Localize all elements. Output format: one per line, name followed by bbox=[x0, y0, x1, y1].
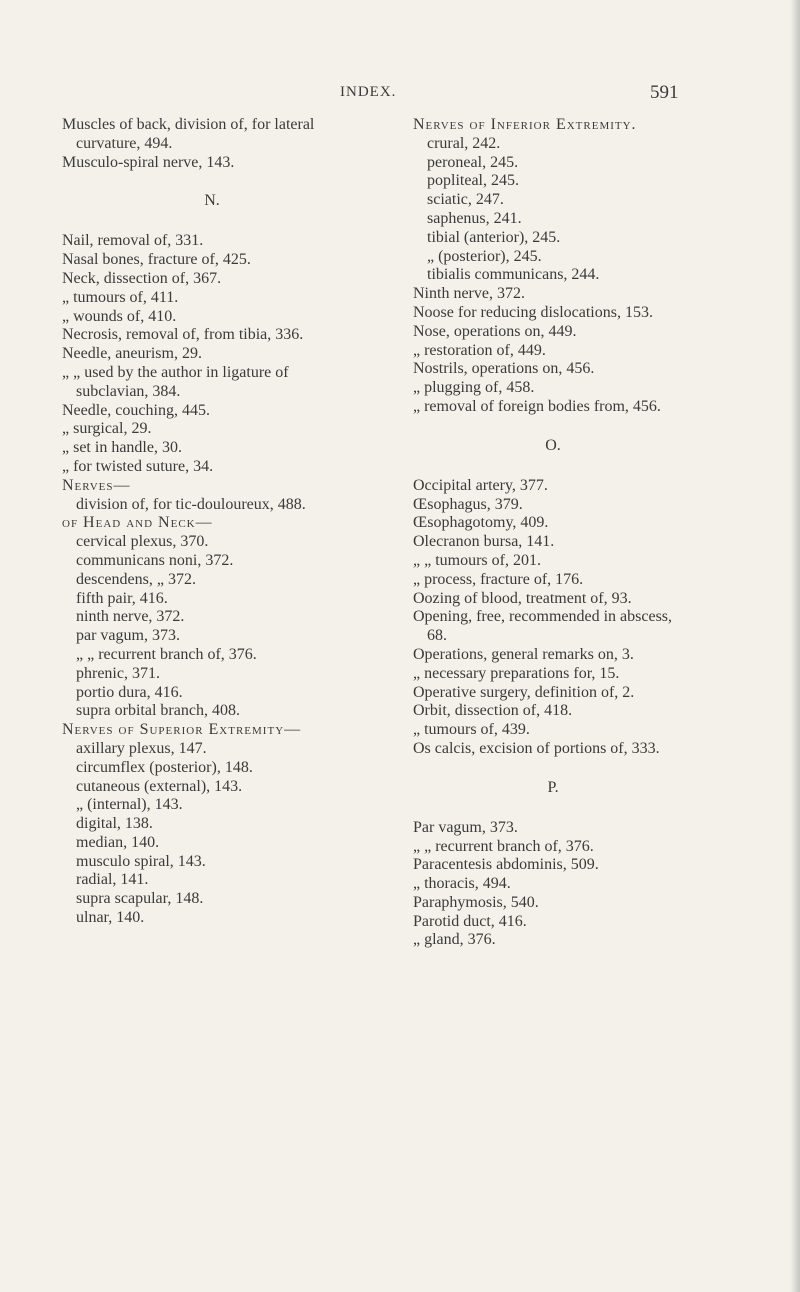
index-entry: radial, 141. bbox=[76, 871, 149, 889]
index-entry: Necrosis, removal of, from tibia, 336. bbox=[62, 326, 304, 344]
entry-group bbox=[413, 819, 693, 951]
index-entry: Nostrils, operations on, 456. bbox=[413, 360, 595, 378]
index-entry: „ „ recurrent branch of, 376. bbox=[413, 837, 594, 855]
index-entry: Operative surgery, definition of, 2. bbox=[413, 683, 635, 701]
letter-heading-n: N. bbox=[204, 192, 220, 210]
index-entry: portio dura, 416. bbox=[76, 683, 183, 701]
entry-group bbox=[413, 285, 693, 417]
index-entry: „ surgical, 29. bbox=[62, 420, 152, 438]
index-entry: phrenic, 371. bbox=[76, 664, 160, 682]
index-entry: descendens, „ 372. bbox=[76, 570, 196, 588]
entry-group bbox=[62, 116, 362, 172]
index-entry: ulnar, 140. bbox=[76, 909, 145, 927]
index-entry: „ tumours of, 411. bbox=[62, 288, 179, 306]
superior-extremity-heading: Nerves of Superior Extremity— bbox=[62, 721, 302, 739]
index-entry: communicans noni, 372. bbox=[76, 551, 234, 569]
index-entry: Nail, removal of, 331. bbox=[62, 232, 204, 250]
index-entry: „ removal of foreign bodies from, 456. bbox=[413, 397, 661, 415]
index-entry: Nose, operations on, 449. bbox=[413, 322, 577, 340]
index-entry: Olecranon bursa, 141. bbox=[413, 533, 555, 551]
index-entry: par vagum, 373. bbox=[76, 627, 180, 645]
letter-heading-o: O. bbox=[545, 436, 561, 454]
index-entry: Noose for reducing dislocations, 153. bbox=[413, 303, 653, 321]
letter-heading-p: P. bbox=[547, 778, 559, 796]
entry-group bbox=[62, 533, 362, 721]
index-entry: digital, 138. bbox=[76, 815, 153, 833]
index-entry: musculo spiral, 143. bbox=[76, 852, 206, 870]
index-entry: peroneal, 245. bbox=[427, 153, 519, 171]
index-entry: „ (posterior), 245. bbox=[427, 247, 542, 265]
index-entry: saphenus, 241. bbox=[427, 209, 522, 227]
index-entry: „ thoracis, 494. bbox=[413, 875, 511, 893]
index-entry: Opening, free, recommended in abscess, 68. bbox=[413, 608, 673, 645]
index-entry: Œsophagotomy, 409. bbox=[413, 514, 549, 532]
right-column bbox=[413, 116, 693, 950]
index-entry: crural, 242. bbox=[427, 134, 501, 152]
index-entry: „ gland, 376. bbox=[413, 931, 496, 949]
index-entry: sciatic, 247. bbox=[427, 191, 504, 209]
page-edge-shadow bbox=[790, 0, 800, 1292]
page-number: 591 bbox=[650, 82, 679, 103]
inferior-extremity-heading: Nerves of Inferior Extremity. bbox=[413, 116, 637, 133]
index-entry: Operations, general remarks on, 3. bbox=[413, 645, 634, 663]
index-entry: „ „ used by the author in ligature of subclavian, 384. bbox=[62, 363, 289, 400]
index-entry: Neck, dissection of, 367. bbox=[62, 269, 222, 287]
index-entry: Par vagum, 373. bbox=[413, 818, 518, 836]
index-entry: cervical plexus, 370. bbox=[76, 533, 209, 551]
index-entry: „ for twisted suture, 34. bbox=[62, 457, 214, 475]
entry-group bbox=[413, 477, 693, 759]
index-entry: supra scapular, 148. bbox=[76, 890, 204, 908]
index-entry: Muscles of back, division of, for lateral curvature, 494. bbox=[62, 116, 315, 152]
index-entry: Oozing of blood, treatment of, 93. bbox=[413, 589, 632, 607]
index-entry: „ wounds of, 410. bbox=[62, 307, 177, 325]
index-entry: tibial (anterior), 245. bbox=[427, 228, 561, 246]
entry-group bbox=[62, 740, 362, 928]
index-entry: Paraphymosis, 540. bbox=[413, 893, 539, 911]
running-title: INDEX. bbox=[340, 84, 397, 100]
index-entry: „ set in handle, 30. bbox=[62, 439, 182, 457]
index-entry: Musculo-spiral nerve, 143. bbox=[62, 153, 235, 171]
index-entry: Œsophagus, 379. bbox=[413, 495, 523, 513]
index-entry: Needle, aneurism, 29. bbox=[62, 345, 202, 363]
index-entry: median, 140. bbox=[76, 833, 160, 851]
index-entry: Nasal bones, fracture of, 425. bbox=[62, 251, 251, 269]
index-entry: Needle, couching, 445. bbox=[62, 401, 210, 419]
index-entry: „ tumours of, 439. bbox=[413, 721, 530, 739]
index-entry: Ninth nerve, 372. bbox=[413, 285, 525, 303]
index-entry: „ necessary preparations for, 15. bbox=[413, 664, 620, 682]
index-entry: „ „ tumours of, 201. bbox=[413, 551, 541, 569]
index-entry: „ restoration of, 449. bbox=[413, 341, 546, 359]
index-entry: „ (internal), 143. bbox=[76, 796, 183, 814]
head-neck-heading: of Head and Neck— bbox=[62, 514, 213, 532]
index-entry: „ „ recurrent branch of, 376. bbox=[76, 645, 257, 663]
entry-group bbox=[413, 135, 693, 285]
index-entry: „ plugging of, 458. bbox=[413, 379, 535, 397]
index-entry: „ process, fracture of, 176. bbox=[413, 570, 584, 588]
running-head bbox=[0, 84, 800, 108]
index-entry: cutaneous (external), 143. bbox=[76, 777, 243, 795]
index-entry: ninth nerve, 372. bbox=[76, 608, 185, 626]
index-entry: popliteal, 245. bbox=[427, 172, 519, 190]
index-entry: fifth pair, 416. bbox=[76, 589, 168, 607]
index-entry: supra orbital branch, 408. bbox=[76, 702, 240, 720]
entry-group bbox=[62, 232, 362, 476]
index-entry: Occipital artery, 377. bbox=[413, 476, 548, 494]
left-column bbox=[62, 116, 362, 928]
index-entry: circumflex (posterior), 148. bbox=[76, 758, 253, 776]
index-entry: division of, for tic-douloureux, 488. bbox=[76, 495, 306, 513]
index-entry: Orbit, dissection of, 418. bbox=[413, 702, 573, 720]
nerves-heading: Nerves— bbox=[62, 476, 131, 494]
index-entry: Paracentesis abdominis, 509. bbox=[413, 856, 599, 874]
index-entry: Os calcis, excision of portions of, 333. bbox=[413, 739, 660, 757]
index-entry: Parotid duct, 416. bbox=[413, 912, 527, 930]
index-entry: tibialis communicans, 244. bbox=[427, 266, 600, 284]
index-entry: axillary plexus, 147. bbox=[76, 739, 207, 757]
